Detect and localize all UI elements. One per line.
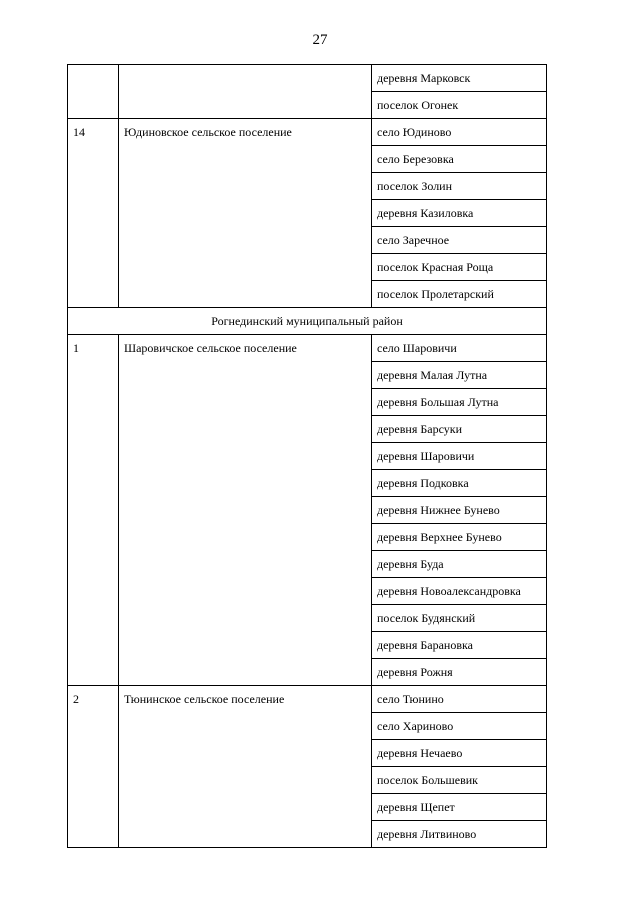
settlement-name: поселок Красная Роща bbox=[372, 254, 547, 281]
settlement-name: деревня Барановка bbox=[372, 632, 547, 659]
page-number: 27 bbox=[312, 32, 328, 48]
settlement-name: поселок Огонек bbox=[372, 92, 547, 119]
settlement-municipality-name: Шаровичское сельское поселение bbox=[119, 335, 372, 686]
settlement-name: деревня Большая Лутна bbox=[372, 389, 547, 416]
settlement-name: деревня Буда bbox=[372, 551, 547, 578]
table-row bbox=[68, 65, 547, 92]
settlement-name: поселок Большевик bbox=[372, 767, 547, 794]
settlement-name: деревня Марковск bbox=[372, 65, 547, 92]
settlements-table-body bbox=[68, 65, 547, 848]
settlement-name: село Хариново bbox=[372, 713, 547, 740]
settlement-name: село Тюнино bbox=[372, 686, 547, 713]
settlement-name: деревня Казиловка bbox=[372, 200, 547, 227]
settlement-name: деревня Барсуки bbox=[372, 416, 547, 443]
settlement-name: деревня Литвиново bbox=[372, 821, 547, 848]
settlement-name: деревня Шаровичи bbox=[372, 443, 547, 470]
settlement-name: деревня Новоалександровка bbox=[372, 578, 547, 605]
settlement-municipality-name: Юдиновское сельское поселение bbox=[119, 119, 372, 308]
row-number: 2 bbox=[68, 686, 119, 848]
settlement-name: село Березовка bbox=[372, 146, 547, 173]
settlement-name: деревня Верхнее Бунево bbox=[372, 524, 547, 551]
settlement-name: село Заречное bbox=[372, 227, 547, 254]
settlement-name: село Юдиново bbox=[372, 119, 547, 146]
district-header-row bbox=[68, 308, 547, 335]
table-row bbox=[68, 119, 547, 146]
table-row bbox=[68, 686, 547, 713]
row-number: 1 bbox=[68, 335, 119, 686]
settlement-name: деревня Нижнее Бунево bbox=[372, 497, 547, 524]
settlement-municipality-name: Тюнинское сельское поселение bbox=[119, 686, 372, 848]
settlement-name: деревня Нечаево bbox=[372, 740, 547, 767]
settlement-name: деревня Подковка bbox=[372, 470, 547, 497]
table-row bbox=[68, 335, 547, 362]
settlement-name: деревня Щепет bbox=[372, 794, 547, 821]
settlement-name: деревня Малая Лутна bbox=[372, 362, 547, 389]
settlement-name: село Шаровичи bbox=[372, 335, 547, 362]
district-header: Рогнединский муниципальный район bbox=[68, 308, 547, 335]
settlement-name: поселок Будянский bbox=[372, 605, 547, 632]
settlement-name: деревня Рожня bbox=[372, 659, 547, 686]
settlement-name: поселок Золин bbox=[372, 173, 547, 200]
row-number: 14 bbox=[68, 119, 119, 308]
settlement-municipality-name bbox=[119, 65, 372, 119]
row-number bbox=[68, 65, 119, 119]
settlements-table bbox=[67, 64, 547, 848]
settlement-name: поселок Пролетарский bbox=[372, 281, 547, 308]
